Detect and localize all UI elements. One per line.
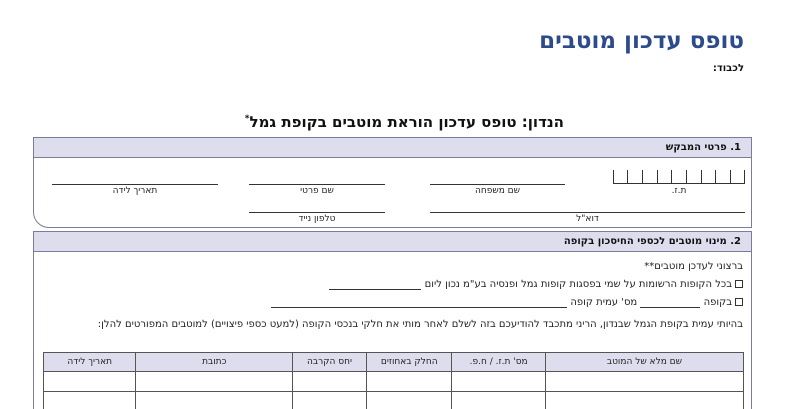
first-name-field[interactable] — [249, 184, 385, 185]
member-number-field[interactable] — [271, 299, 567, 308]
col-percentage: החלק באחוזים — [367, 353, 452, 372]
cell-id-number[interactable] — [452, 392, 545, 409]
id-label: ת.ז. — [671, 186, 687, 196]
cell-relationship[interactable] — [292, 392, 366, 409]
cell-address[interactable] — [136, 372, 292, 392]
col-id-number: מס' ת.ז. / ח.פ. — [452, 353, 545, 372]
cell-percentage[interactable] — [367, 372, 452, 392]
birth-date-label: תאריך לידה — [112, 186, 158, 196]
option-all-funds-checkbox[interactable] — [735, 280, 743, 288]
cell-address[interactable] — [136, 392, 292, 409]
member-number-label: מס' עמית קופה — [570, 297, 638, 308]
cell-full-name[interactable] — [545, 372, 743, 392]
section-1-header: 1. פרטי המבקש — [34, 138, 751, 158]
option-fund-checkbox[interactable] — [735, 298, 743, 306]
last-name-field[interactable] — [430, 184, 565, 185]
col-address: כתובת — [136, 353, 292, 372]
email-label: דוא"ל — [576, 214, 599, 224]
fund-name-field[interactable] — [640, 299, 700, 308]
option-specific-fund — [271, 297, 743, 308]
cell-birth-date[interactable] — [44, 372, 136, 392]
mobile-field[interactable] — [249, 212, 385, 213]
cell-percentage[interactable] — [367, 392, 452, 409]
cell-birth-date[interactable] — [44, 392, 136, 409]
col-birth-date: תאריך לידה — [44, 353, 136, 372]
email-field[interactable] — [430, 212, 745, 213]
option-fund-label: בקופה — [703, 297, 732, 308]
col-relationship: יחס הקרבה — [292, 353, 366, 372]
subject-line — [245, 113, 564, 131]
form-title: טופס עדכון מוטבים — [539, 28, 744, 54]
cell-full-name[interactable] — [545, 392, 743, 409]
cell-id-number[interactable] — [452, 372, 545, 392]
option-all-funds-date-field[interactable] — [329, 281, 421, 290]
subject-text: הנדון: טופס עדכון הוראת מוטבים בקופת גמל — [249, 113, 564, 131]
option-all-funds-label: בכל הקופות הרשומות על שמי בפסגות קופות גמל ופנסיה בע"מ נכון ליום — [424, 279, 732, 290]
table-row — [44, 372, 744, 392]
table-header-row — [44, 353, 744, 372]
update-wish-text: ברצוני לעדכן מוטבים** — [644, 261, 743, 272]
birth-date-field[interactable] — [52, 184, 218, 185]
option-all-funds — [329, 279, 743, 290]
instruction-paragraph: בהיותי עמית בקופת הגמל שבנדון, הריני מתכבד להודיעכם בזה לשלם לאחר מותי את חלקי בנכסי הקופה (למעט כספי פיצויים) למוטבים המפורטים להלן: — [97, 319, 743, 330]
mobile-label: טלפון נייד — [298, 214, 336, 224]
to-label: לכבוד: — [712, 63, 744, 74]
cell-relationship[interactable] — [292, 372, 366, 392]
section-2-header: 2. מינוי מוטבים לכספי החיסכון בקופה — [34, 232, 751, 252]
subject-footnote-mark: * — [244, 114, 250, 124]
last-name-label: שם משפחה — [474, 186, 521, 196]
beneficiaries-table — [43, 352, 744, 409]
id-number-boxes[interactable] — [613, 171, 745, 184]
table-row — [44, 392, 744, 409]
first-name-label: שם פרטי — [300, 186, 334, 196]
col-full-name: שם מלא של המוטב — [545, 353, 743, 372]
